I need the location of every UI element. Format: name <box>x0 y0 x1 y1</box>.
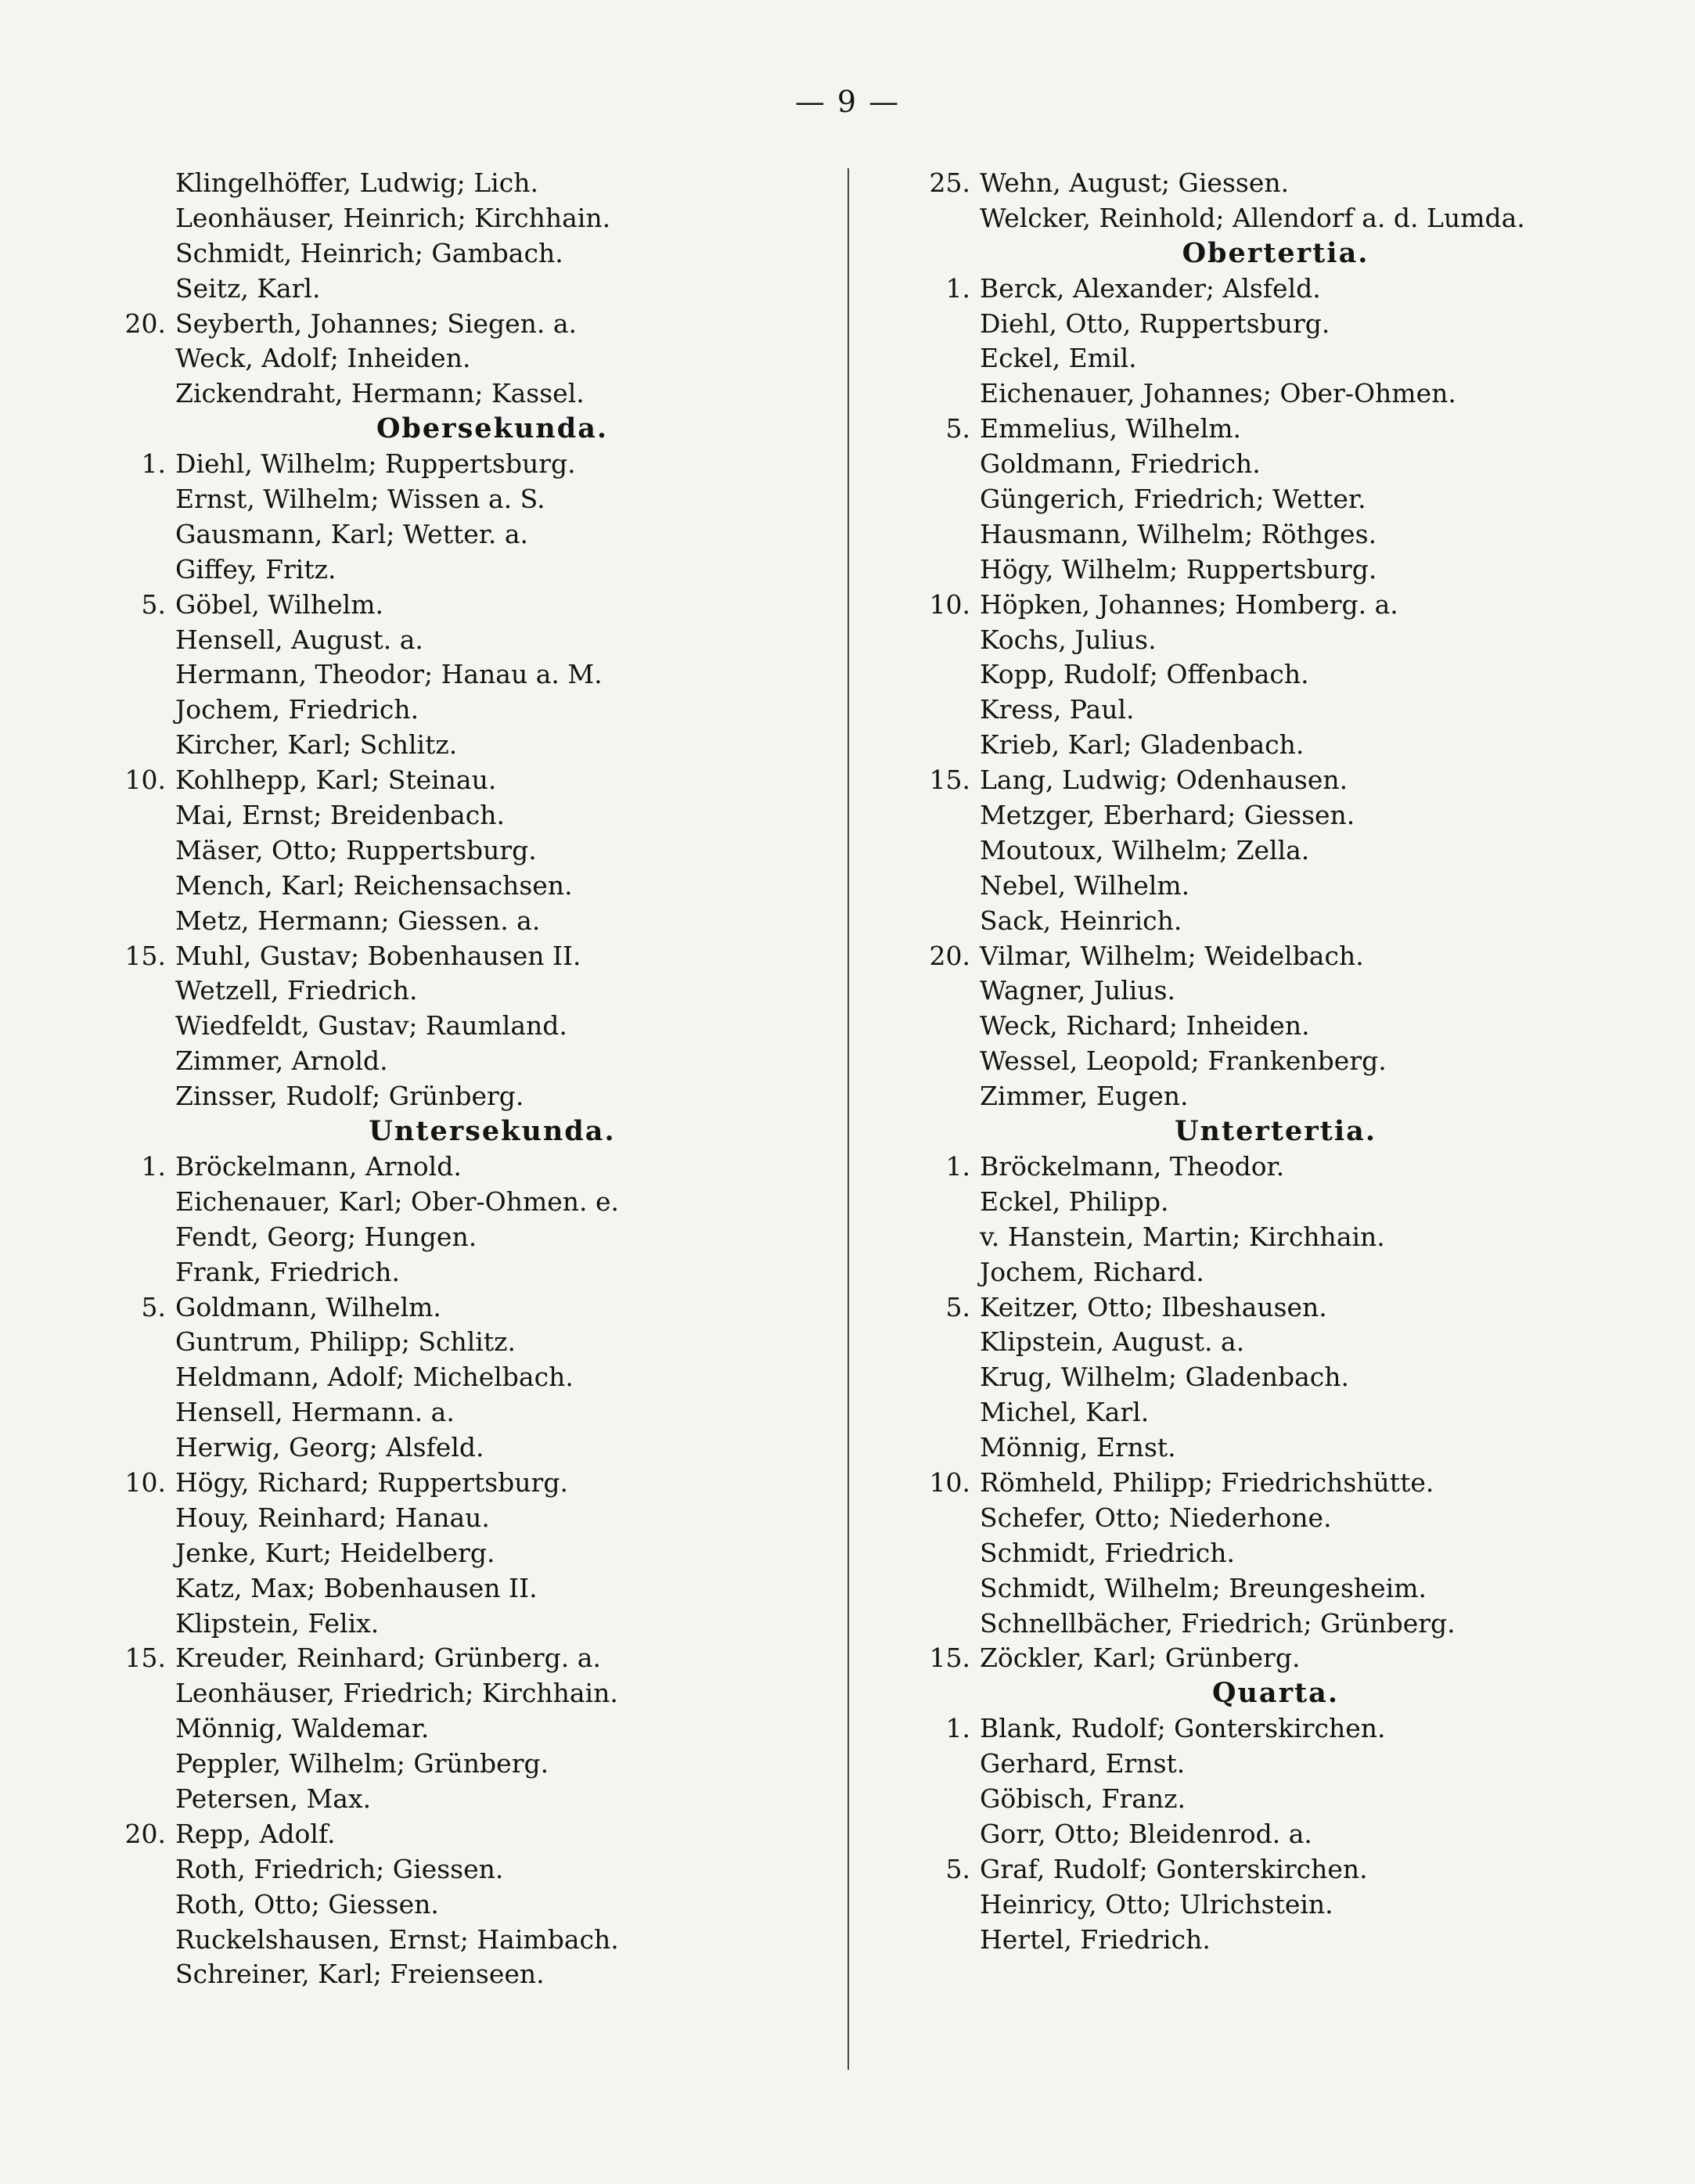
student-name: Göbel, Wilhelm. <box>175 588 383 620</box>
student-name: Wiedfeldt, Gustav; Raumland. <box>175 1010 567 1042</box>
student-entry <box>103 763 815 798</box>
entry-number: 25. <box>929 167 970 198</box>
student-name: Schmidt, Wilhelm; Breungesheim. <box>980 1572 1427 1603</box>
student-name: Hausmann, Wilhelm; Röthges. <box>980 518 1377 549</box>
student-name: Wagner, Julius. <box>980 975 1176 1006</box>
student-entry <box>908 1536 1612 1571</box>
student-entry <box>908 517 1612 552</box>
student-entry <box>103 1255 815 1290</box>
student-entry <box>103 1501 815 1536</box>
student-name: Zimmer, Eugen. <box>980 1081 1189 1112</box>
student-name: Krug, Wilhelm; Gladenbach. <box>980 1362 1349 1393</box>
student-entry <box>103 833 815 869</box>
student-entry <box>908 1923 1612 1958</box>
entry-number: 5. <box>141 1291 166 1322</box>
student-entry <box>103 236 815 272</box>
student-name: Emmelius, Wilhelm. <box>980 413 1242 444</box>
student-name: Mench, Karl; Reichensachsen. <box>175 869 573 901</box>
student-entry <box>103 1957 815 1992</box>
class-heading: Untersekunda. <box>369 1115 616 1148</box>
student-entry <box>908 904 1612 939</box>
student-entry <box>103 341 815 376</box>
student-name: Schreiner, Karl; Freienseen. <box>175 1959 545 1990</box>
student-entry <box>908 1607 1612 1642</box>
student-name: Gerhard, Ernst. <box>980 1748 1186 1779</box>
entry-number: 20. <box>124 1818 166 1849</box>
student-name: Mäser, Otto; Ruppertsburg. <box>175 834 537 865</box>
student-entry <box>908 1466 1612 1501</box>
student-entry <box>103 272 815 307</box>
entry-number: 1. <box>141 1150 166 1182</box>
student-entry <box>103 623 815 658</box>
entry-number: 5. <box>945 413 970 444</box>
student-name: Wehn, August; Giessen. <box>980 167 1290 198</box>
student-name: Goldmann, Friedrich. <box>980 448 1261 480</box>
entry-number: 15. <box>929 1642 970 1674</box>
student-name: Kochs, Julius. <box>980 624 1157 655</box>
student-entry <box>103 482 815 517</box>
entry-number: 1. <box>141 448 166 480</box>
student-entry <box>908 1782 1612 1817</box>
student-name: Moutoux, Wilhelm; Zella. <box>980 834 1310 865</box>
student-entry <box>908 939 1612 974</box>
student-entry <box>103 588 815 623</box>
student-name: Eckel, Philipp. <box>980 1186 1169 1217</box>
student-entry <box>908 272 1612 307</box>
student-entry <box>908 1220 1612 1255</box>
student-name: Hensell, Hermann. a. <box>175 1397 455 1428</box>
student-name: Roth, Friedrich; Giessen. <box>175 1853 504 1884</box>
student-entry <box>908 307 1612 342</box>
student-entry <box>103 904 815 939</box>
student-name: Klipstein, Felix. <box>175 1607 380 1639</box>
student-name: Metz, Hermann; Giessen. a. <box>175 905 541 936</box>
student-name: Högy, Wilhelm; Ruppertsburg. <box>980 553 1377 585</box>
student-name: Zinsser, Rudolf; Grünberg. <box>175 1081 524 1112</box>
student-name: Kohlhepp, Karl; Steinau. <box>175 765 497 796</box>
student-entry <box>103 1360 815 1395</box>
student-entry <box>908 623 1612 658</box>
student-entry <box>908 1185 1612 1220</box>
entry-number: 10. <box>929 588 970 620</box>
student-name: Schnellbächer, Friedrich; Grünberg. <box>980 1607 1456 1639</box>
student-entry <box>103 1536 815 1571</box>
student-entry <box>103 1466 815 1501</box>
student-entry <box>908 973 1612 1009</box>
student-name: Mai, Ernst; Breidenbach. <box>175 800 505 831</box>
student-entry <box>908 833 1612 869</box>
student-name: Bröckelmann, Theodor. <box>980 1150 1285 1182</box>
student-entry <box>103 376 815 412</box>
student-name: Hertel, Friedrich. <box>980 1923 1211 1955</box>
student-name: Seitz, Karl. <box>175 272 321 304</box>
student-name: Gausmann, Karl; Wetter. a. <box>175 518 529 549</box>
student-entry <box>103 1430 815 1466</box>
student-entry <box>103 1044 815 1079</box>
student-entry <box>103 1607 815 1642</box>
student-name: Michel, Karl. <box>980 1397 1150 1428</box>
student-name: Schefer, Otto; Niederhone. <box>980 1502 1332 1533</box>
student-entry <box>103 1747 815 1782</box>
student-name: Jochem, Richard. <box>980 1256 1204 1287</box>
student-name: Diehl, Otto, Ruppertsburg. <box>980 308 1330 339</box>
entry-number: 20. <box>929 940 970 971</box>
student-name: Zickendraht, Hermann; Kassel. <box>175 378 585 409</box>
left-column <box>103 166 815 1992</box>
entry-number: 1. <box>945 1713 970 1744</box>
student-entry <box>103 657 815 693</box>
student-name: Weck, Richard; Inheiden. <box>980 1010 1310 1042</box>
entry-number: 15. <box>124 940 166 971</box>
student-entry <box>103 1711 815 1747</box>
student-entry <box>908 588 1612 623</box>
student-name: Repp, Adolf. <box>175 1818 336 1849</box>
entry-number: 5. <box>945 1291 970 1322</box>
student-entry <box>908 1255 1612 1290</box>
student-name: Goldmann, Wilhelm. <box>175 1291 441 1322</box>
student-entry <box>908 728 1612 763</box>
student-name: Herwig, Georg; Alsfeld. <box>175 1432 484 1463</box>
student-entry <box>908 1150 1612 1185</box>
student-name: Berck, Alexander; Alsfeld. <box>980 272 1321 304</box>
entry-number: 15. <box>929 765 970 796</box>
student-entry <box>103 1887 815 1923</box>
student-name: Petersen, Max. <box>175 1783 372 1814</box>
student-entry <box>103 1079 815 1114</box>
student-name: Fendt, Georg; Hungen. <box>175 1221 477 1252</box>
student-name: Leonhäuser, Heinrich; Kirchhain. <box>175 202 611 233</box>
student-name: Jochem, Friedrich. <box>175 694 419 725</box>
class-heading: Untertertia. <box>1174 1115 1377 1148</box>
student-name: Metzger, Eberhard; Giessen. <box>980 800 1355 831</box>
student-name: Römheld, Philipp; Friedrichshütte. <box>980 1466 1434 1498</box>
student-name: Keitzer, Otto; Ilbeshausen. <box>980 1291 1327 1322</box>
student-entry <box>103 1782 815 1817</box>
student-entry <box>908 1747 1612 1782</box>
student-name: Roth, Otto; Giessen. <box>175 1888 439 1920</box>
student-name: Kopp, Rudolf; Offenbach. <box>980 659 1309 690</box>
student-entry <box>908 1641 1612 1676</box>
student-name: Muhl, Gustav; Bobenhausen II. <box>175 940 581 971</box>
student-name: Katz, Max; Bobenhausen II. <box>175 1572 538 1603</box>
entry-number: 5. <box>141 588 166 620</box>
student-name: Schmidt, Heinrich; Gambach. <box>175 237 563 268</box>
student-name: Klipstein, August. a. <box>980 1326 1245 1358</box>
student-entry <box>103 1009 815 1044</box>
student-name: Leonhäuser, Friedrich; Kirchhain. <box>175 1678 618 1709</box>
student-name: Ernst, Wilhelm; Wissen a. S. <box>175 484 545 515</box>
student-entry <box>908 1501 1612 1536</box>
student-entry <box>103 1395 815 1430</box>
student-entry <box>908 1290 1612 1326</box>
entry-number: 1. <box>945 272 970 304</box>
student-name: Mönnig, Waldemar. <box>175 1713 430 1744</box>
student-entry <box>103 1641 815 1676</box>
student-entry <box>908 482 1612 517</box>
student-entry <box>103 1185 815 1220</box>
student-entry <box>908 657 1612 693</box>
student-name: Eckel, Emil. <box>980 343 1137 374</box>
student-entry <box>103 869 815 904</box>
student-entry <box>103 798 815 833</box>
student-entry <box>103 1923 815 1958</box>
student-name: Seyberth, Johannes; Siegen. a. <box>175 308 578 339</box>
student-entry <box>908 1430 1612 1466</box>
student-name: Jenke, Kurt; Heidelberg. <box>175 1537 495 1568</box>
student-entry <box>103 973 815 1009</box>
student-name: Frank, Friedrich. <box>175 1256 401 1287</box>
student-name: Göbisch, Franz. <box>980 1783 1186 1814</box>
student-entry <box>908 1852 1612 1887</box>
student-entry <box>908 166 1612 201</box>
student-name: v. Hanstein, Martin; Kirchhain. <box>980 1221 1385 1252</box>
student-entry <box>908 201 1612 236</box>
student-entry <box>103 1150 815 1185</box>
student-name: Lang, Ludwig; Odenhausen. <box>980 765 1348 796</box>
entry-number: 10. <box>124 1466 166 1498</box>
column-divider <box>848 168 849 2070</box>
entry-number: 10. <box>929 1466 970 1498</box>
student-entry <box>908 1360 1612 1395</box>
student-entry <box>103 517 815 552</box>
student-entry <box>908 552 1612 588</box>
student-entry <box>908 1009 1612 1044</box>
student-name: Weck, Adolf; Inheiden. <box>175 343 471 374</box>
student-name: Vilmar, Wilhelm; Weidelbach. <box>980 940 1364 971</box>
student-name: Schmidt, Friedrich. <box>980 1537 1235 1568</box>
student-entry <box>103 1852 815 1887</box>
student-name: Graf, Rudolf; Gonterskirchen. <box>980 1853 1368 1884</box>
student-name: Kircher, Karl; Schlitz. <box>175 729 458 761</box>
entry-number: 5. <box>945 1853 970 1884</box>
student-name: Gorr, Otto; Bleidenrod. a. <box>980 1818 1312 1849</box>
student-name: Klingelhöffer, Ludwig; Lich. <box>175 167 538 198</box>
student-name: Peppler, Wilhelm; Grünberg. <box>175 1748 549 1779</box>
student-entry <box>908 1571 1612 1607</box>
student-name: Heinricy, Otto; Ulrichstein. <box>980 1888 1333 1920</box>
student-entry <box>103 1817 815 1852</box>
student-name: Kreuder, Reinhard; Grünberg. a. <box>175 1642 601 1674</box>
student-name: Giffey, Fritz. <box>175 553 336 585</box>
student-entry <box>103 166 815 201</box>
student-name: Nebel, Wilhelm. <box>980 869 1190 901</box>
student-name: Sack, Heinrich. <box>980 905 1182 936</box>
entry-number: 10. <box>124 765 166 796</box>
student-name: Blank, Rudolf; Gonterskirchen. <box>980 1713 1386 1744</box>
student-entry <box>908 1079 1612 1114</box>
student-entry <box>908 341 1612 376</box>
student-entry <box>103 939 815 974</box>
student-name: Kress, Paul. <box>980 694 1135 725</box>
student-name: Eichenauer, Karl; Ober-Ohmen. e. <box>175 1186 620 1217</box>
student-entry <box>103 552 815 588</box>
student-entry <box>908 693 1612 728</box>
student-entry <box>103 1571 815 1607</box>
class-heading: Quarta. <box>1211 1677 1340 1710</box>
student-name: Mönnig, Ernst. <box>980 1432 1176 1463</box>
student-name: Hensell, August. a. <box>175 624 423 655</box>
student-name: Heldmann, Adolf; Michelbach. <box>175 1362 574 1393</box>
student-name: Wetzell, Friedrich. <box>175 975 418 1006</box>
class-heading: Obersekunda. <box>376 412 609 445</box>
entry-number: 20. <box>124 308 166 339</box>
student-entry <box>908 447 1612 482</box>
student-entry <box>908 1711 1612 1747</box>
student-entry <box>103 307 815 342</box>
student-name: Zöckler, Karl; Grünberg. <box>980 1642 1301 1674</box>
student-entry <box>908 376 1612 412</box>
student-entry <box>908 1817 1612 1852</box>
student-name: Welcker, Reinhold; Allendorf a. d. Lumda. <box>980 202 1525 233</box>
entry-number: 15. <box>124 1642 166 1674</box>
student-name: Krieb, Karl; Gladenbach. <box>980 729 1305 761</box>
student-entry <box>908 763 1612 798</box>
student-entry <box>103 728 815 763</box>
right-column <box>908 166 1612 1957</box>
student-entry <box>908 1044 1612 1079</box>
student-entry <box>103 1676 815 1711</box>
student-name: Bröckelmann, Arnold. <box>175 1150 462 1182</box>
student-name: Houy, Reinhard; Hanau. <box>175 1502 490 1533</box>
student-name: Hermann, Theodor; Hanau a. M. <box>175 659 603 690</box>
student-name: Ruckelshausen, Ernst; Haimbach. <box>175 1923 619 1955</box>
student-entry <box>908 1887 1612 1923</box>
student-entry <box>103 201 815 236</box>
student-entry <box>103 1220 815 1255</box>
page-number: — 9 — <box>794 85 901 119</box>
student-name: Eichenauer, Johannes; Ober-Ohmen. <box>980 378 1456 409</box>
student-entry <box>908 798 1612 833</box>
student-name: Höpken, Johannes; Homberg. a. <box>980 588 1398 620</box>
student-entry <box>908 1325 1612 1360</box>
student-name: Diehl, Wilhelm; Ruppertsburg. <box>175 448 576 480</box>
class-heading: Obertertia. <box>1182 236 1369 269</box>
student-entry <box>103 1290 815 1326</box>
student-entry <box>103 1325 815 1360</box>
student-name: Guntrum, Philipp; Schlitz. <box>175 1326 516 1358</box>
student-entry <box>908 1395 1612 1430</box>
student-entry <box>908 869 1612 904</box>
student-name: Högy, Richard; Ruppertsburg. <box>175 1466 568 1498</box>
student-entry <box>908 412 1612 447</box>
student-name: Güngerich, Friedrich; Wetter. <box>980 484 1366 515</box>
student-name: Wessel, Leopold; Frankenberg. <box>980 1045 1387 1077</box>
student-entry <box>103 447 815 482</box>
student-entry <box>103 693 815 728</box>
student-name: Zimmer, Arnold. <box>175 1045 388 1077</box>
entry-number: 1. <box>945 1150 970 1182</box>
